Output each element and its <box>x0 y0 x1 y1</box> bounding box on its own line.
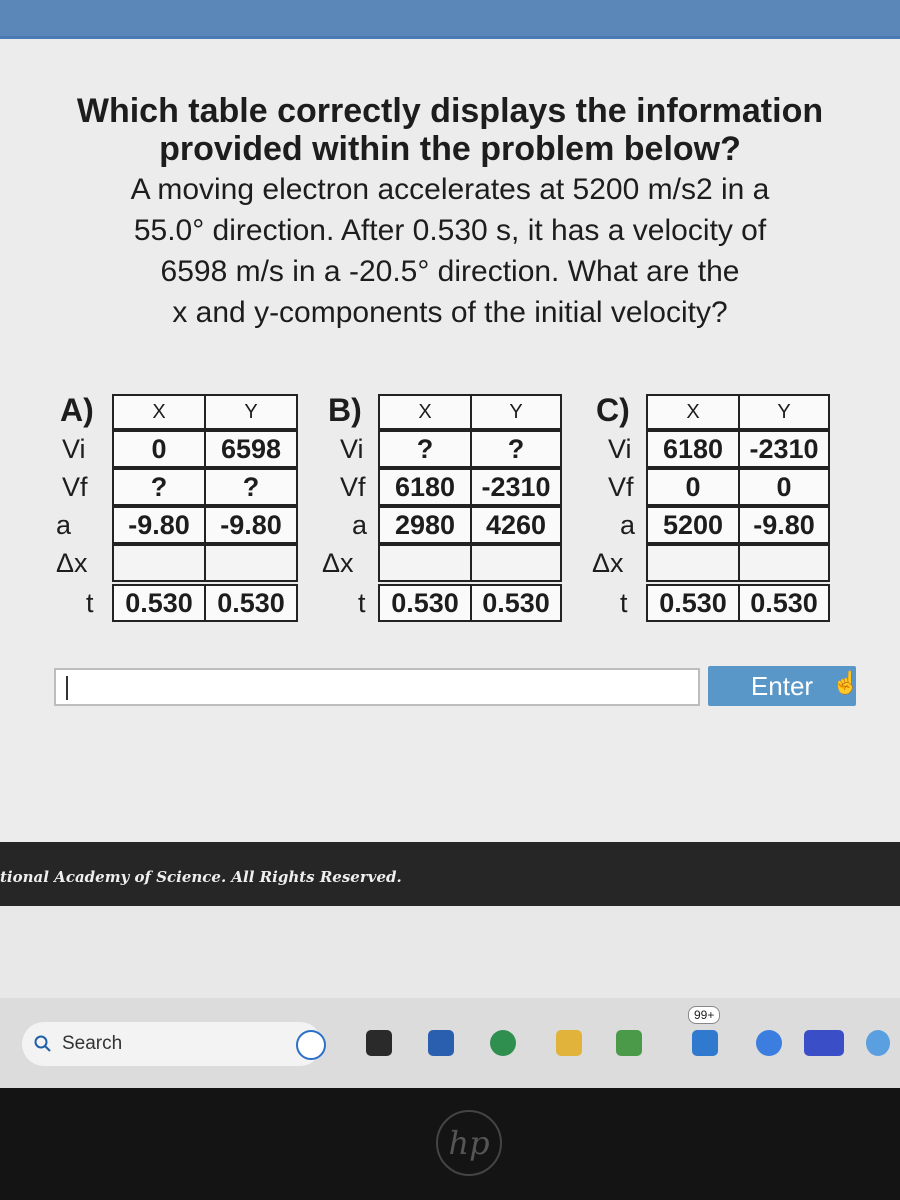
question-title-line1: Which table correctly displays the information <box>76 92 824 130</box>
search-label: Search <box>62 1033 123 1054</box>
option-a-vi-y: 6598 <box>204 430 298 468</box>
problem-line2: 55.0° direction. After 0.530 s, it has a velocity of <box>133 214 767 247</box>
option-b-label: B) <box>328 392 362 428</box>
option-a-t-label: t <box>86 588 94 618</box>
option-a-dx-label: Δx <box>56 548 88 578</box>
video-icon[interactable] <box>428 1030 454 1056</box>
option-a-t-x: 0.530 <box>112 584 206 622</box>
option-c-vf-x: 0 <box>646 468 740 506</box>
enter-button[interactable]: Enter <box>708 666 856 706</box>
option-a-vf-x: ? <box>112 468 206 506</box>
option-c-t-x: 0.530 <box>646 584 740 622</box>
notification-badge: 99+ <box>688 1006 720 1024</box>
option-c-table[interactable] <box>590 392 830 624</box>
option-c-header-y: Y <box>738 394 830 430</box>
option-c-dx-y <box>738 544 830 582</box>
question-text <box>40 92 860 332</box>
problem-line3: 6598 m/s in a -20.5° direction. What are the <box>160 255 740 288</box>
option-b-vi-y: ? <box>470 430 562 468</box>
option-c-vf-y: 0 <box>738 468 830 506</box>
option-b-vi-label: Vi <box>340 434 364 464</box>
chrome-icon[interactable] <box>490 1030 516 1056</box>
option-a-vf-label: Vf <box>62 472 88 502</box>
option-a-a-x: -9.80 <box>112 506 206 544</box>
option-a-t-y: 0.530 <box>204 584 298 622</box>
option-c-dx-x <box>646 544 740 582</box>
hp-logo: hp <box>436 1110 502 1176</box>
option-b-vf-y: -2310 <box>470 468 562 506</box>
extra-icon[interactable] <box>866 1030 890 1056</box>
option-b-a-x: 2980 <box>378 506 472 544</box>
option-a-a-y: -9.80 <box>204 506 298 544</box>
option-c-vi-y: -2310 <box>738 430 830 468</box>
option-c-a-label: a <box>620 510 636 540</box>
option-a-table[interactable] <box>56 392 300 624</box>
option-b-vf-label: Vf <box>340 472 366 502</box>
option-a-vi-label: Vi <box>62 434 86 464</box>
option-c-label: C) <box>596 392 630 428</box>
answer-input[interactable] <box>54 668 700 706</box>
option-c-header-x: X <box>646 394 740 430</box>
option-c-t-label: t <box>620 588 628 618</box>
option-b-t-y: 0.530 <box>470 584 562 622</box>
file-explorer-icon[interactable] <box>366 1030 392 1056</box>
option-b-vf-x: 6180 <box>378 468 472 506</box>
option-b-a-y: 4260 <box>470 506 562 544</box>
option-c-a-x: 5200 <box>646 506 740 544</box>
problem-line1: A moving electron accelerates at 5200 m/s2 in a <box>130 173 770 206</box>
option-a-header-x: X <box>112 394 206 430</box>
folder-icon[interactable] <box>556 1030 582 1056</box>
option-b-dx-x <box>378 544 472 582</box>
taskbar-search[interactable] <box>22 1022 322 1066</box>
store-icon[interactable] <box>616 1030 642 1056</box>
option-a-dx-y <box>204 544 298 582</box>
myhp-icon[interactable] <box>804 1030 844 1056</box>
copilot-icon[interactable] <box>756 1030 782 1056</box>
option-b-dx-y <box>470 544 562 582</box>
hand-cursor-icon: ☝ <box>832 670 860 695</box>
browser-blank-area <box>0 906 900 998</box>
top-band <box>0 0 900 40</box>
search-icon <box>34 1035 52 1053</box>
bing-icon[interactable] <box>296 1030 326 1060</box>
option-a-vi-x: 0 <box>112 430 206 468</box>
problem-line4: x and y-components of the initial velocity? <box>172 296 728 329</box>
mail-icon[interactable] <box>692 1030 718 1056</box>
option-c-t-y: 0.530 <box>738 584 830 622</box>
option-c-dx-label: Δx <box>592 548 624 578</box>
option-c-vi-x: 6180 <box>646 430 740 468</box>
option-b-table[interactable] <box>322 392 562 624</box>
option-a-dx-x <box>112 544 206 582</box>
option-b-header-y: Y <box>470 394 562 430</box>
option-b-a-label: a <box>352 510 368 540</box>
option-b-vi-x: ? <box>378 430 472 468</box>
option-b-t-x: 0.530 <box>378 584 472 622</box>
option-c-a-y: -9.80 <box>738 506 830 544</box>
text-caret <box>66 676 68 700</box>
option-b-header-x: X <box>378 394 472 430</box>
option-a-label: A) <box>60 392 94 428</box>
option-a-vf-y: ? <box>204 468 298 506</box>
option-b-dx-label: Δx <box>322 548 354 578</box>
option-b-t-label: t <box>358 588 366 618</box>
option-c-vf-label: Vf <box>608 472 634 502</box>
option-c-vi-label: Vi <box>608 434 632 464</box>
option-a-a-label: a <box>56 510 72 540</box>
option-a-header-y: Y <box>204 394 298 430</box>
copyright-text: tional Academy of Science. All Rights Reserved. <box>0 868 402 886</box>
question-title-line2: provided within the problem below? <box>159 130 741 168</box>
